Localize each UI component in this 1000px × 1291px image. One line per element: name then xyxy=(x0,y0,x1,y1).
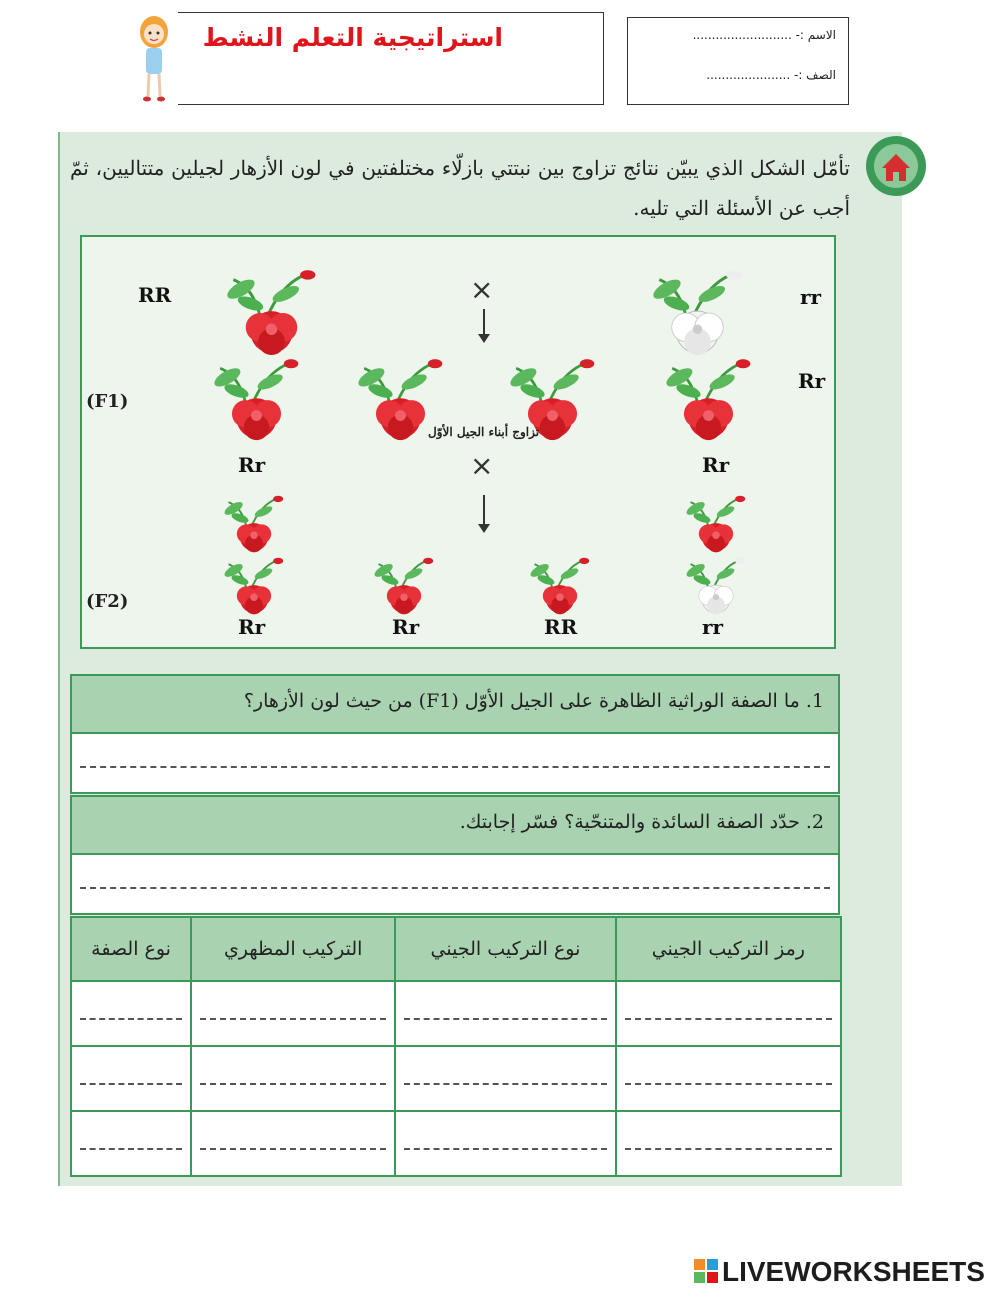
liveworksheets-logo-icon xyxy=(694,1259,718,1283)
f2-flower-4 xyxy=(666,545,766,615)
cross-symbol-1: × xyxy=(470,273,494,306)
genotype-table xyxy=(70,916,842,1177)
girl-illustration xyxy=(132,12,176,104)
answer-2-field[interactable] xyxy=(70,855,840,915)
worksheet-title: استراتيجية التعلم النشط xyxy=(202,23,503,52)
liveworksheets-brand xyxy=(694,1256,985,1288)
f1-genotype-label: Rr xyxy=(798,369,826,393)
cross-flower-right xyxy=(666,483,766,553)
parent-rr-recessive-label: rr xyxy=(800,285,822,309)
table-row xyxy=(71,1046,841,1111)
student-info-box xyxy=(627,17,849,105)
f2-genotype-1: Rr xyxy=(238,615,266,639)
table-row xyxy=(71,1111,841,1176)
name-field[interactable]: الاسم :- .......................... xyxy=(692,28,836,42)
f2-flower-3 xyxy=(510,545,610,615)
f1-label: (F1) xyxy=(86,391,129,412)
answer-1-field[interactable] xyxy=(70,734,840,794)
arrow-down-1 xyxy=(483,309,485,335)
table-cell-input[interactable] xyxy=(71,981,191,1046)
intro-text: تأمّل الشكل الذي يبيّن نتائج تزاوج بين نبتتي بازلّاء مختلفتين في لون الأزهار لجيلين متتاليين، ثمّ أجب عن الأسئلة التي تليه. xyxy=(70,156,850,220)
cross-left-label: Rr xyxy=(238,453,266,477)
cross-caption: تزاوج أبناء الجيل الأوّل xyxy=(428,425,540,439)
brand-text: LIVEWORKSHEETS xyxy=(722,1256,985,1287)
arrow-down-2 xyxy=(483,495,485,525)
f2-label: (F2) xyxy=(86,591,129,612)
col-genotype-symbol: رمز التركيب الجيني xyxy=(616,917,841,981)
table-cell-input[interactable] xyxy=(616,1111,841,1176)
cross-flower-left xyxy=(204,483,304,553)
genetics-figure xyxy=(80,235,836,649)
table-cell-input[interactable] xyxy=(191,981,395,1046)
table-cell-input[interactable] xyxy=(191,1046,395,1111)
class-field[interactable]: الصف :- ...................... xyxy=(706,68,836,82)
f2-genotype-3: RR xyxy=(544,615,578,639)
table-cell-input[interactable] xyxy=(71,1046,191,1111)
col-phenotype: التركيب المظهري xyxy=(191,917,395,981)
table-cell-input[interactable] xyxy=(616,981,841,1046)
f1-flower-4 xyxy=(656,341,761,441)
panel-edge xyxy=(58,132,60,1186)
table-cell-input[interactable] xyxy=(395,1111,615,1176)
table-row xyxy=(71,981,841,1046)
f2-genotype-4: rr xyxy=(702,615,724,639)
home-icon xyxy=(860,134,932,198)
table-cell-input[interactable] xyxy=(71,1111,191,1176)
title-box xyxy=(178,12,604,105)
f1-flower-1 xyxy=(204,341,309,441)
question-1: 1. ما الصفة الوراثية الظاهرة على الجيل الأوّل (F1) من حيث لون الأزهار؟ xyxy=(70,674,840,734)
parent-rr-dominant-label: RR xyxy=(138,283,172,307)
table-cell-input[interactable] xyxy=(395,1046,615,1111)
col-trait-type: نوع الصفة xyxy=(71,917,191,981)
col-genotype-type: نوع التركيب الجيني xyxy=(395,917,615,981)
question-2: 2. حدّد الصفة السائدة والمتنحّية؟ فسّر إجابتك. xyxy=(70,795,840,855)
f2-flower-2 xyxy=(354,545,454,615)
table-cell-input[interactable] xyxy=(191,1111,395,1176)
cross-right-label: Rr xyxy=(702,453,730,477)
f2-flower-1 xyxy=(204,545,304,615)
table-cell-input[interactable] xyxy=(616,1046,841,1111)
cross-symbol-2: × xyxy=(470,449,494,482)
f2-genotype-2: Rr xyxy=(392,615,420,639)
table-cell-input[interactable] xyxy=(395,981,615,1046)
